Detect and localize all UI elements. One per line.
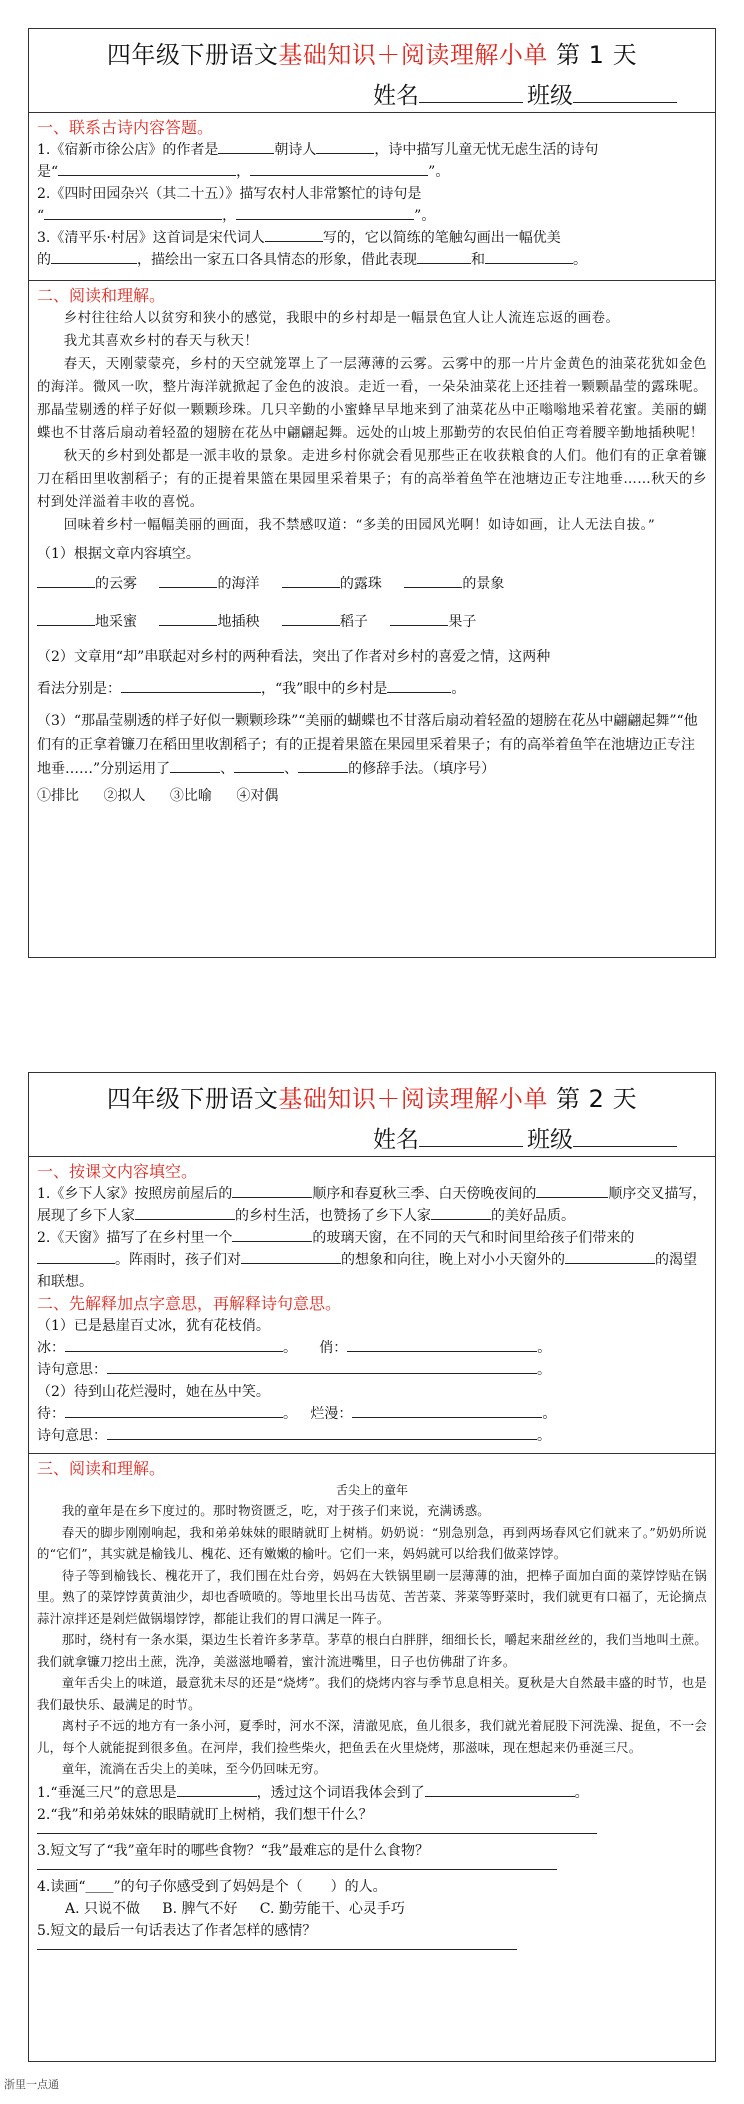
footer-watermark: 浙里一点通 [4,2078,59,2091]
question-1: 1.《宿新市徐公店》的作者是 朝诗人 ，诗中描写儿童无忧无虑生活的诗句 是“ ， ”。 [37,139,707,183]
section-title: 一、联系古诗内容答题。 [37,118,214,137]
section-title: 二、阅读和理解。 [37,286,166,305]
poem-line-1: （1）已是悬崖百丈冰，犹有花枝俏。 [37,1318,270,1334]
rhetoric-options: ①排比 ②拟人 ③比喻 ④对偶 [37,788,279,804]
fill-row-1: 的云雾 的海洋 的露珠 的景象 [37,565,707,603]
name-class-row: 姓名 班级 [373,1121,681,1154]
worksheet-header [29,29,715,113]
answer-line[interactable] [37,1942,517,1950]
answer-line[interactable] [37,1862,557,1870]
fill-row-2: 地采蜜 地插秧 稻子 果子 [37,603,707,641]
class-field[interactable] [573,81,677,103]
question-4-options: A. 只说不做 B. 脾气不好 C. 勤劳能干、心灵手巧 [65,1900,405,1917]
section-poem-explain [29,1293,715,1454]
fill-question-2: 2.《天窗》描写了在乡村里一个 的玻璃天窗，在不同的天气和时间里给孩子们带来的。阵雨时，孩子们对 的想象和向往，晚上对小小天窗外的 的渴望和联想。 [37,1227,707,1293]
worksheet-day-2 [28,1072,716,2062]
section-poems [29,113,715,281]
section-title: 三、阅读和理解。 [37,1459,166,1478]
word-explain-row-2: 待： 。 烂漫： 。 [37,1403,707,1425]
class-field[interactable] [573,1125,677,1147]
poem-meaning-row-1: 诗句意思： 。 [37,1359,707,1381]
word-explain-row-1: 冰： 。 俏： 。 [37,1337,707,1359]
poem-line-2: （2）待到山花烂漫时，她在丛中笑。 [37,1384,270,1400]
section-reading [29,1454,715,1962]
worksheet-title: 四年级下册语文基础知识＋阅读理解小单 第 2 天 [106,1085,638,1113]
reading-passage: 乡村往往给人以贫穷和狭小的感觉，我眼中的乡村却是一幅景色宜人让人流连忘返的画卷。 我尤其喜欢乡村的春天与秋天！ 春天，天刚蒙蒙亮，乡村的天空就笼罩上了一层薄薄的云雾。云雾中的那一片片金黄色的油菜花犹如金色的海洋。微风一吹，整片海洋就掀起了金色的波浪。走近一看，一朵朵油菜花上还挂着一颗颗晶莹的露珠呢。那晶莹剔透的样子好似一颗颗珍珠。几只辛勤的小蜜蜂早早地来到了油菜花丛中正嗡嗡地采着花蜜。美丽的蝴蝶也不甘落后扇动着轻盈的翅膀在花丛中翩翩起舞。远处的山坡上那勤劳的农民伯伯正弯着腰辛勤地插秧呢！ 秋天的乡村到处都是一派丰收的景象。走进乡村你就会看见那些正在收获粮食的人们。他们有的正拿着镰刀在稻田里收割稻子；有的正提着果篮在果园里采着果子；有的高举着鱼竿在池塘边正专注地垂……秋天的乡村到处洋溢着丰收的喜悦。 回味着乡村一幅幅美丽的画面，我不禁感叹道：“多美的田园风光啊！如诗如画，让人无法自拔。” [37,311,707,533]
reading-question-1: （1）根据文章内容填空。 [37,546,200,562]
fill-question-1: 1.《乡下人家》按照房前屋后的 顺序和春夏秋三季、白天傍晚夜间的 顺序交叉描写，展现了乡下人家 的乡村生活，也赞扬了乡下人家 的美好品质。 [37,1183,707,1227]
section-fill-text [29,1157,715,1293]
question-3: 3.《清平乐·村居》这首词是宋代词人 写的，它以简练的笔触勾画出一幅优美 的 ，描绘出一家五口各具情态的形象，借此表现 和 。 [37,227,707,271]
section-title: 二、先解释加点字意思，再解释诗句意思。 [37,1294,342,1313]
section-title: 一、按课文内容填空。 [37,1162,198,1181]
reading-question-4: 4.读画“＿＿”的句子你感受到了妈妈是个（ ）的人。 [37,1878,387,1895]
reading-question-3: （3）“那晶莹剔透的样子好似一颗颗珍珠”“美丽的蝴蝶也不甘落后扇动着轻盈的翅膀在花丛中翩翩起舞”“他们有的正拿着镰刀在稻田里收割稻子；有的正提着果篮在果园里采着果子；有的高举着鱼竿在池塘边正专注地垂……”分别运用了 、 、 的修辞手法。（填序号） [37,713,698,777]
reading-question-2: （2）文章用“却”串联起对乡村的两种看法，突出了作者对乡村的喜爱之情，这两种 看法分别是： ，“我”眼中的乡村是 。 [37,649,551,697]
reading-question-3: 3.短文写了“我”童年时的哪些食物？“我”最难忘的是什么食物？ [37,1842,429,1859]
answer-line[interactable] [37,1826,597,1834]
reading-question-2: 2.“我”和弟弟妹妹的眼睛就盯上树梢，我们想干什么？ [37,1806,373,1823]
name-field[interactable] [419,1125,523,1147]
worksheet-day-1 [28,28,716,958]
poem-meaning-row-2: 诗句意思： 。 [37,1425,707,1447]
question-2: 2.《四时田园杂兴（其二十五）》描写农村人非常繁忙的诗句是 “ ， ”。 [37,186,436,224]
worksheet-title: 四年级下册语文基础知识＋阅读理解小单 第 1 天 [106,41,638,69]
name-class-row: 姓名 班级 [373,77,681,110]
worksheet-header [29,1073,715,1157]
passage-title: 舌尖上的童年 [335,1483,408,1497]
reading-question-1: 1.“垂涎三尺”的意思是 ，透过这个词语我体会到了 。 [37,1782,707,1804]
reading-passage: 我的童年是在乡下度过的。那时物资匮乏，吃，对于孩子们来说，充满诱惑。 春天的脚步刚刚响起，我和弟弟妹妹的眼睛就盯上树梢。奶奶说：“别急别急，再到两场春风它们就来了。”奶奶所说的“它们”，其实就是榆钱儿、槐花、还有嫩嫩的榆叶。它们一来，妈妈就可以给我们做菜饽饽。 待子等到榆钱长、槐花开了，我们围在灶台旁，妈妈在大铁锅里刷一层薄薄的油，把棒子面加白面的菜饽饽贴在锅里。熟了的菜饽饽黄黄油少，却也香喷喷的。等地里长出马齿苋、苦苦菜、荠菜等野菜时，我们就更有口福了，无论摘点蒜汁凉拌还是剁烂做锅塌饽饽，都能让我们的胃口满足一阵子。 那时，绕村有一条水渠，渠边生长着许多茅草。茅草的根白白胖胖，细细长长，嚼起来甜丝丝的，我们当地叫土蔗。我们就拿镰刀挖出土蔗，洗净，美滋滋地嚼着，蜜汁流进嘴里，日子也仿佛甜了许多。 童年舌尖上的味道，最意犹未尽的还是“烧烤”。我们的烧烤内容与季节息息相关。夏秋是大自然最丰盛的时节，也是我们最快乐、最满足的时节。 离村子不远的地方有一条小河，夏季时，河水不深，清澈见底，鱼儿很多，我们就光着屁股下河洗澡、捉鱼，不一会儿，每个人就能捉到很多鱼。在河岸，我们捡些柴火，把鱼丢在火里烧烤，那滋味，现在想起来仍垂涎三尺。 童年，流淌在舌尖上的美味，至今仍回味无穷。 [37,1503,707,1776]
section-reading [29,281,715,817]
reading-question-5: 5.短文的最后一句话表达了作者怎样的感情？ [37,1922,317,1939]
name-field[interactable] [419,81,523,103]
